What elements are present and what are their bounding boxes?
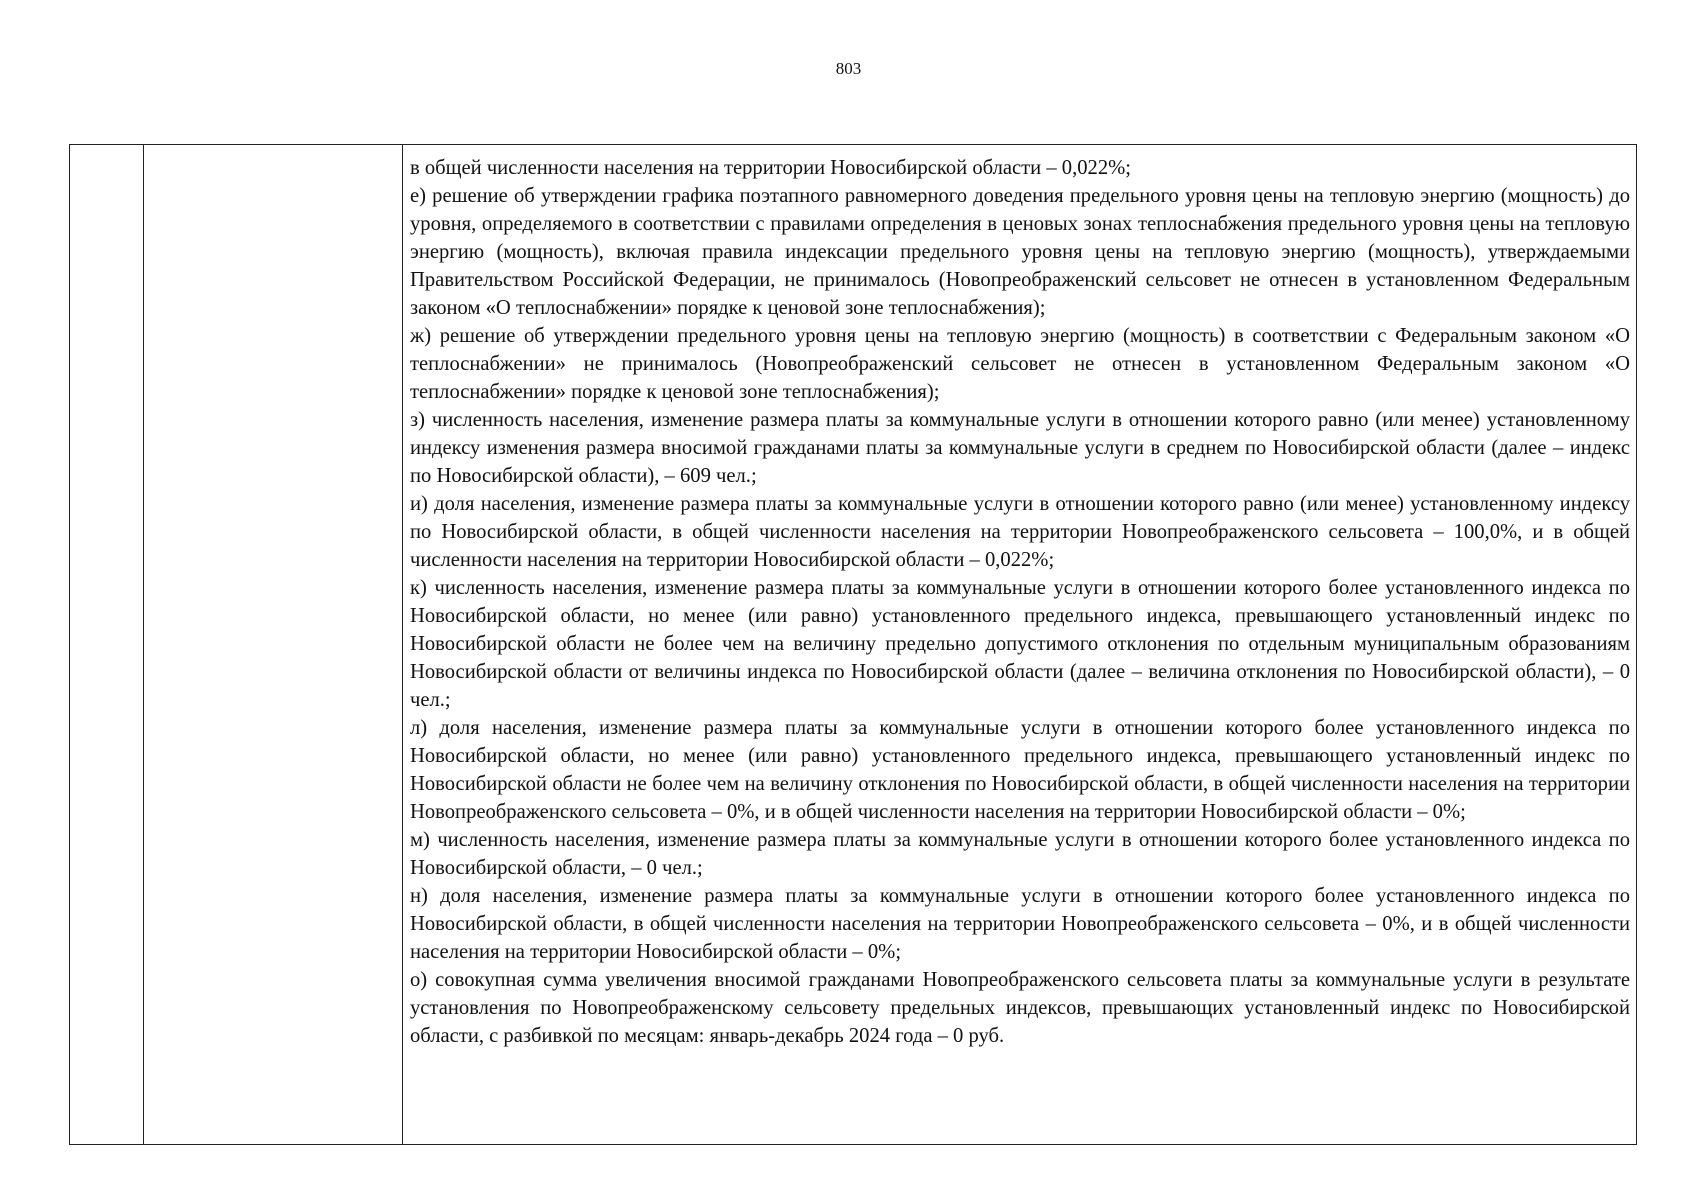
paragraph-item-m: м) численность населения, изменение размера платы за коммунальные услуги в отношении которого более установленного индекса по Новосибирской области, – 0 чел.; xyxy=(410,829,1630,879)
paragraph-item-zh: ж) решение об утверждении предельного уровня цены на тепловую энергию (мощность) в соответствии с Федеральным законом «О теплоснабжении» не принималось (Новопреображенский сельсовет не отнесен в установленном Федеральным законом «О теплоснабжении» порядке к ценовой зоне теплоснабжения); xyxy=(410,325,1630,403)
paragraph-continuation: в общей численности населения на территории Новосибирской области – 0,022%; xyxy=(410,157,1131,179)
paragraph-item-k: к) численность населения, изменение размера платы за коммунальные услуги в отношении которого более установленного индекса по Новосибирской области, но менее (или равно) установленного предельного индекса, превышающего установленный индекс по Новосибирской области не более чем на величину предельно допустимого отклонения по отдельным муниципальным образованиям Новосибирской области от величины индекса по Новосибирской области (далее – величина отклонения по Новосибирской области), – 0 чел.; xyxy=(410,577,1630,711)
document-table xyxy=(69,144,1637,1145)
paragraph-item-i: и) доля населения, изменение размера платы за коммунальные услуги в отношении которого равно (или менее) установленному индексу по Новосибирской области, в общей численности населения на территории Новопреображенского сельсовета – 100,0%, и в общей численности населения на территории Новосибирской области – 0,022%; xyxy=(410,493,1630,571)
paragraph-item-z: з) численность населения, изменение размера платы за коммунальные услуги в отношении которого равно (или менее) установленному индексу изменения размера вносимой гражданами платы за коммунальные услуги в среднем по Новосибирской области (далее – индекс по Новосибирской области), – 609 чел.; xyxy=(410,409,1630,487)
paragraph-item-e: е) решение об утверждении графика поэтапного равномерного доведения предельного уровня цены на тепловую энергию (мощность) до уровня, определяемого в соответствии с правилами определения в ценовых зонах теплоснабжения предельного уровня цены на тепловую энергию (мощность), включая правила индексации предельного уровня цены на тепловую энергию (мощность), утверждаемыми Правительством Российской Федерации, не принималось (Новопреображенский сельсовет не отнесен в установленном Федеральным законом «О теплоснабжении» порядке к ценовой зоне теплоснабжения); xyxy=(410,185,1630,319)
table-cell-number xyxy=(70,145,144,1144)
table-cell-content xyxy=(403,145,1636,1144)
paragraph-item-o: о) совокупная сумма увеличения вносимой гражданами Новопреображенского сельсовета платы за коммунальные услуги в результате установления по Новопреображенскому сельсовету предельных индексов, превышающих установленный индекс по Новосибирской области, с разбивкой по месяцам: январь-декабрь 2024 года – 0 руб. xyxy=(410,969,1630,1047)
paragraph-item-n: н) доля населения, изменение размера платы за коммунальные услуги в отношении которого более установленного индекса по Новосибирской области, в общей численности населения на территории Новопреображенского сельсовета – 0%, и в общей численности населения на территории Новосибирской области – 0%; xyxy=(410,885,1630,963)
table-cell-title xyxy=(144,145,403,1144)
page-number: 803 xyxy=(835,59,862,78)
paragraph-item-l: л) доля населения, изменение размера платы за коммунальные услуги в отношении которого более установленного индекса по Новосибирской области, но менее (или равно) установленного предельного индекса, превышающего установленный индекс по Новосибирской области не более чем на величину отклонения по Новосибирской области, в общей численности населения на территории Новопреображенского сельсовета – 0%, и в общей численности населения на территории Новосибирской области – 0%; xyxy=(410,717,1630,823)
